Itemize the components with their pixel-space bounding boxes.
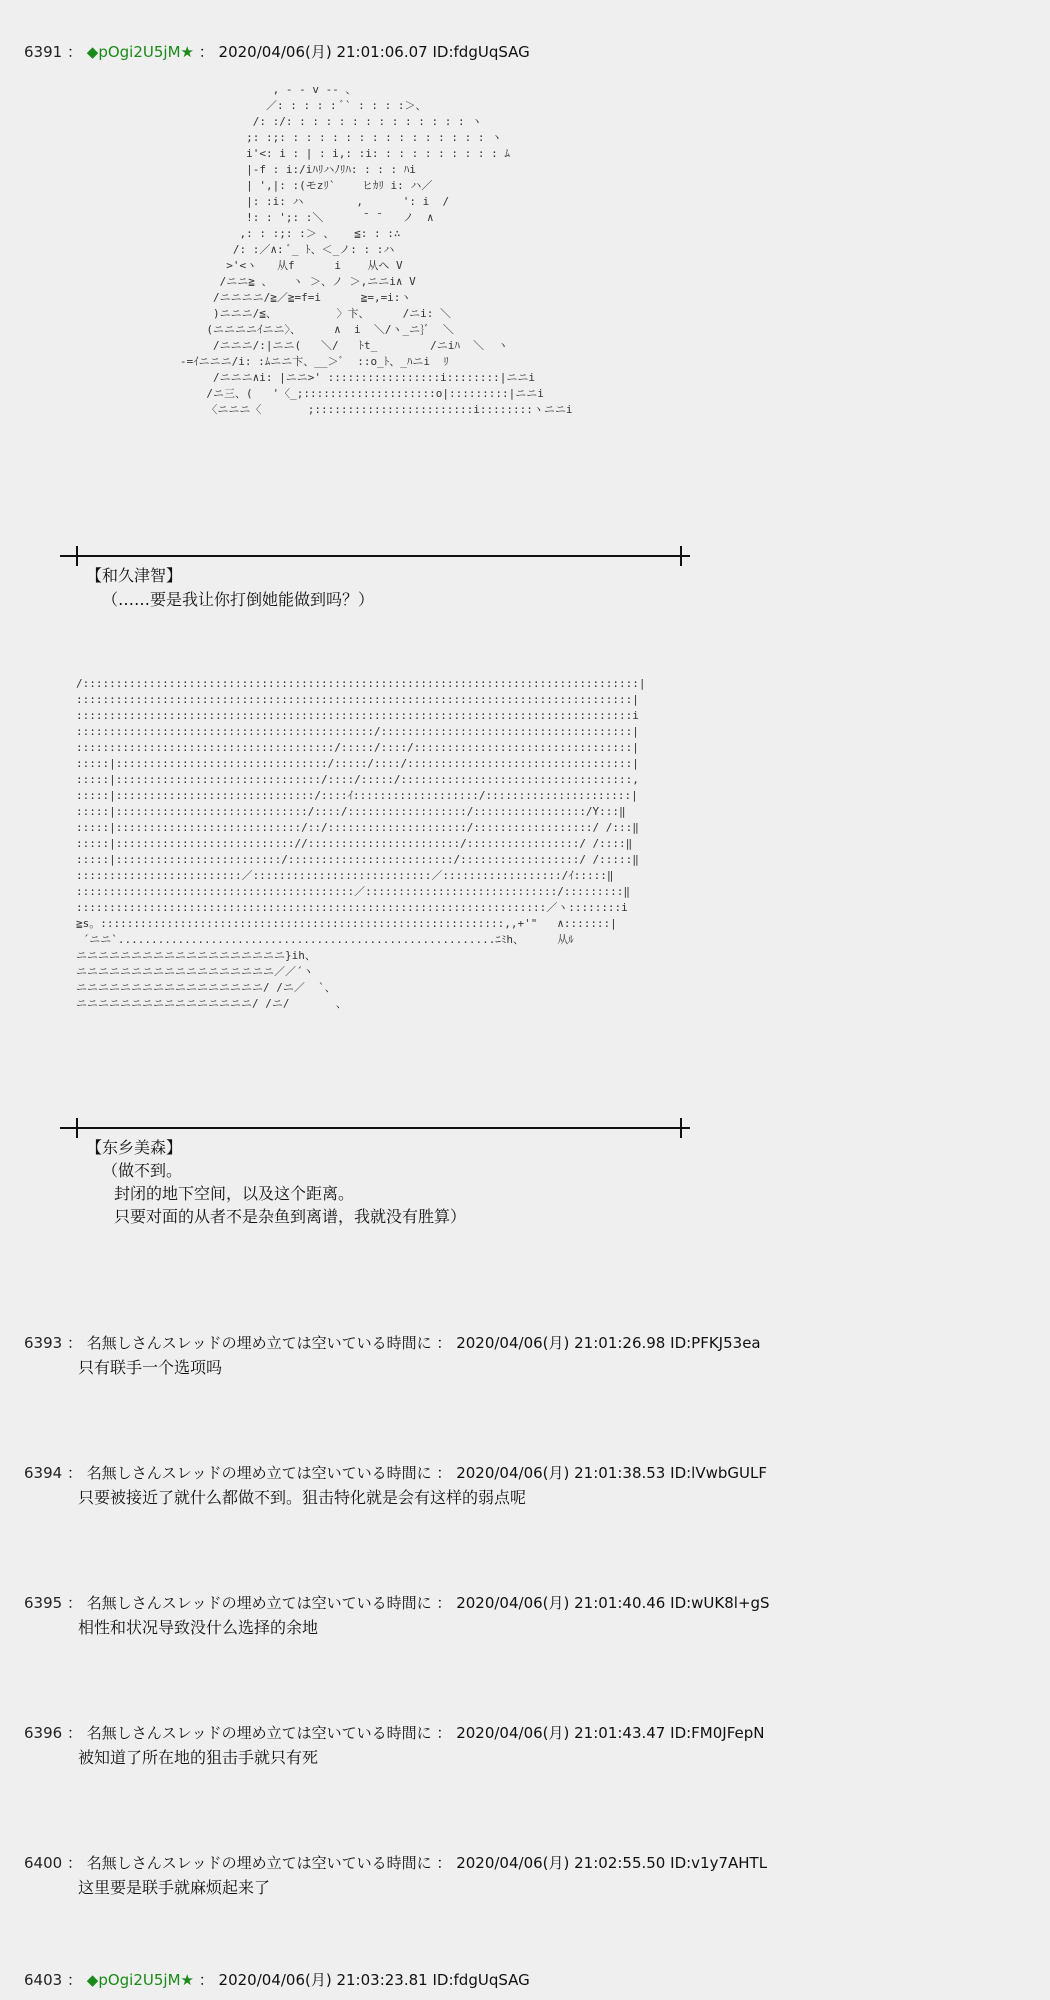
ascii-art-scene-2: /::::::::::::::::::::::::::::::::::::::::::::::::::::::::::::::::::::::::::::::::::::| ::::::::::::::::::::::::::::::::::::::::::::::::::::::::::::::::::::::::::::::::::::| ::::::::::::::::::::::::::::::::::::::::::::::::::::::::::::::::::::::::::::::::::::i :::::::::::::::::::::::::::::::::::::::::::::/::::::::::::::::::::::::::::::::::::::| :::::::::::::::::::::::::::::::::::::::/:::::/::::/:::::::::::::::::::::::::::::::::| :::::|::::::::::::::::::::::::::::::::/:::::/::::/::::::::::::::::::::::::::::::::::| :::::|:::::::::::::::::::::::::::::::/::::/:::::/:::::::::::::::::::::::::::::::::::, :::::|::::::::::::::::::::::::::::::/::::ｲ:::::::::::::::::::/::::::::::::::::::::::| :::::|:::::::::::::::::::::::::::::/::::/::::::::::::::::::/:::::::::::::::::/Y:::‖ :::::|::::::::::::::::::::::::::::/::/:::::::::::::::::::::/::::::::::::::::::/ /:::‖ :::::|::::::::::::::::::::::::::://:::::::::::::::::::::::/:::::::::::::::::/ /::::‖ :::::|:::::::::::::::::::::::::/:::::::::::::::::::::::::/::::::::::::::::::/ /:::::‖ :::::::::::::::::::::::::／:::::::::::::::::::::::::::／::::::::::::::::::/ｲ:::::‖ ::::::::::::::::::::::::::::::::::::::::::／:::::::::::::::::::::::::::::/:::::::::‖ :::::::::::::::::::::::::::::::::::::::::::::::::::::::::::::::::::::::／ヽ::::::::i ≧s。:::::::::::::::::::::::::::::::::::::::::::::::::::::::::::::,,+'" ∧:::::::| ´ニニ`.........................................................ﾆﾐh、 从ﾙ ニニニニニニニニニニニニニニニニニニニ}ih、 ニニニニニニニニニニニニニニニニニニ／／´ヽ ニニニニニニニニニニニニニニニニニ/ /ニ／ `、 ニニニニニニニニニニニニニニニニ/ /ニ/ 、 <box>76 677 646 1010</box>
post-number[interactable]: 6396 <box>24 1724 63 1742</box>
post-date: 2020/04/06(月) 21:01:38.53 <box>456 1464 666 1482</box>
post-id[interactable]: ID:fdgUqSAG <box>432 1971 530 1989</box>
post-number[interactable]: 6393 <box>24 1334 63 1352</box>
post-header-6391: 6391 ： ◆pOgi2U5jM★ ： 2020/04/06(月) 21:01:06.07 ID:fdgUqSAG <box>24 43 530 61</box>
poster-name: 名無しさんスレッドの埋め立ては空いている時間に <box>86 1594 432 1612</box>
post-date: 2020/04/06(月) 21:01:26.98 <box>456 1334 666 1352</box>
speaker-name: 【和久津智】 <box>86 566 183 585</box>
post-date: 2020/04/06(月) 21:01:40.46 <box>456 1594 666 1612</box>
post-date: 2020/04/06(月) 21:01:43.47 <box>456 1724 666 1742</box>
trip-diamond: ◆ <box>86 43 99 61</box>
poster-name: 名無しさんスレッドの埋め立ては空いている時間に <box>86 1724 432 1742</box>
post-body: 被知道了所在地的狙击手就只有死 <box>78 1748 319 1767</box>
post-header-6395: 6395 ： 名無しさんスレッドの埋め立ては空いている時間に ： 2020/04/06(月) 21:01:40.46 ID:wUK8l+gS <box>24 1594 770 1612</box>
ascii-art-character-1: , - - v -- 、 ／: : : : : ﾞ` : : : :＞、 /: :/: : : : : : : : : : : : : : ヽ ;: :;: : : : : : : : : : : : : : : : ヽ i'<: i : | : i,: :i: : : : : : : : : : ﾑ |-f : i:/iﾊﾘハﾉﾘﾊ: : : : ﾊi | ',|: :(モzﾘ` ヒｶﾘ i: ハ／ |: :i: ハ , ': i / !: : ';: :＼ ¯ ¯ ノ ∧ ,: : :;: :＞ 、 ≦: : :∴ /: :／∧: ﾞ_ ﾄ、＜_ノ: : :ハ >'<ヽ 从f i 从ヘ V /ニニ≧ 、 ヽ ＞、ノ ＞,ニニi∧ V /ニニニニ/≧／≧=f=i ≧=,=i:ヽ )ニニニ/≦、 〉卞、 /ニi: ＼ (ニニニニｲニニ〉、 ∧ i ＼/ヽ_ニ}ﾞ ＼ /ニニニ/:|ニニ( ＼/ ﾄt_ /ニiﾊ ＼ ヽ -=ｲニニニ/i: :ﾑニニ卞、__＞ﾞ ::o_ﾄ、_ﾊニi ﾘ /ニニニ∧i: |ニニ>' :::::::::::::::::i::::::::|ニニi /ニ三、( '〈_;::::::::::::::::::::o|:::::::::|ニニi 〈ニニニ〈 ;::::::::::::::::::::::::i::::::::ヽニニi <box>179 83 573 416</box>
post-body: 只有联手一个选项吗 <box>78 1358 223 1377</box>
poster-name: 名無しさんスレッドの埋め立ては空いている時間に <box>86 1334 432 1352</box>
post-header-6394: 6394 ： 名無しさんスレッドの埋め立ては空いている時間に ： 2020/04/06(月) 21:01:38.53 ID:lVwbGULF <box>24 1464 767 1482</box>
dialogue-line: （做不到。 <box>102 1161 183 1180</box>
poster-name: pOgi2U5jM <box>98 1971 181 1989</box>
post-number[interactable]: 6394 <box>24 1464 63 1482</box>
speaker-name: 【东乡美森】 <box>86 1138 183 1157</box>
post-date: 2020/04/06(月) 21:01:06.07 <box>218 43 428 61</box>
star-icon: ★ <box>180 43 194 61</box>
dialogue-line: 封闭的地下空间，以及这个距离。 <box>114 1184 355 1203</box>
post-id[interactable]: ID:FM0JFepN <box>670 1724 765 1742</box>
star-icon: ★ <box>180 1971 194 1989</box>
post-header-6393: 6393 ： 名無しさんスレッドの埋め立ては空いている時間に ： 2020/04/06(月) 21:01:26.98 ID:PFKJ53ea <box>24 1334 761 1352</box>
post-id[interactable]: ID:v1y7AHTL <box>670 1854 768 1872</box>
poster-name: pOgi2U5jM <box>98 43 181 61</box>
post-header-6396: 6396 ： 名無しさんスレッドの埋め立ては空いている時間に ： 2020/04/06(月) 21:01:43.47 ID:FM0JFepN <box>24 1724 765 1742</box>
post-number[interactable]: 6400 <box>24 1854 63 1872</box>
divider-line <box>60 1127 690 1129</box>
post-id[interactable]: ID:wUK8l+gS <box>670 1594 770 1612</box>
post-body: 这里要是联手就麻烦起来了 <box>78 1878 271 1897</box>
post-header-6403: 6403 ： ◆pOgi2U5jM★ ： 2020/04/06(月) 21:03:23.81 ID:fdgUqSAG <box>24 1971 530 1989</box>
post-date: 2020/04/06(月) 21:02:55.50 <box>456 1854 666 1872</box>
poster-name: 名無しさんスレッドの埋め立ては空いている時間に <box>86 1464 432 1482</box>
post-id[interactable]: ID:fdgUqSAG <box>432 43 530 61</box>
trip-diamond: ◆ <box>86 1971 99 1989</box>
post-number[interactable]: 6403 <box>24 1971 63 1989</box>
post-id[interactable]: ID:lVwbGULF <box>670 1464 767 1482</box>
dialogue-line: 只要对面的从者不是杂鱼到离谱，我就没有胜算） <box>114 1207 467 1226</box>
post-number[interactable]: 6395 <box>24 1594 63 1612</box>
post-id[interactable]: ID:PFKJ53ea <box>670 1334 761 1352</box>
dialogue-line: （……要是我让你打倒她能做到吗？） <box>102 590 375 609</box>
post-date: 2020/04/06(月) 21:03:23.81 <box>218 1971 428 1989</box>
post-number[interactable]: 6391 <box>24 43 63 61</box>
post-header-6400: 6400 ： 名無しさんスレッドの埋め立ては空いている時間に ： 2020/04/06(月) 21:02:55.50 ID:v1y7AHTL <box>24 1854 768 1872</box>
poster-name: 名無しさんスレッドの埋め立ては空いている時間に <box>86 1854 432 1872</box>
post-body: 只要被接近了就什么都做不到。狙击特化就是会有这样的弱点呢 <box>78 1488 527 1507</box>
post-body: 相性和状况导致没什么选择的余地 <box>78 1618 319 1637</box>
divider-line <box>60 555 690 557</box>
